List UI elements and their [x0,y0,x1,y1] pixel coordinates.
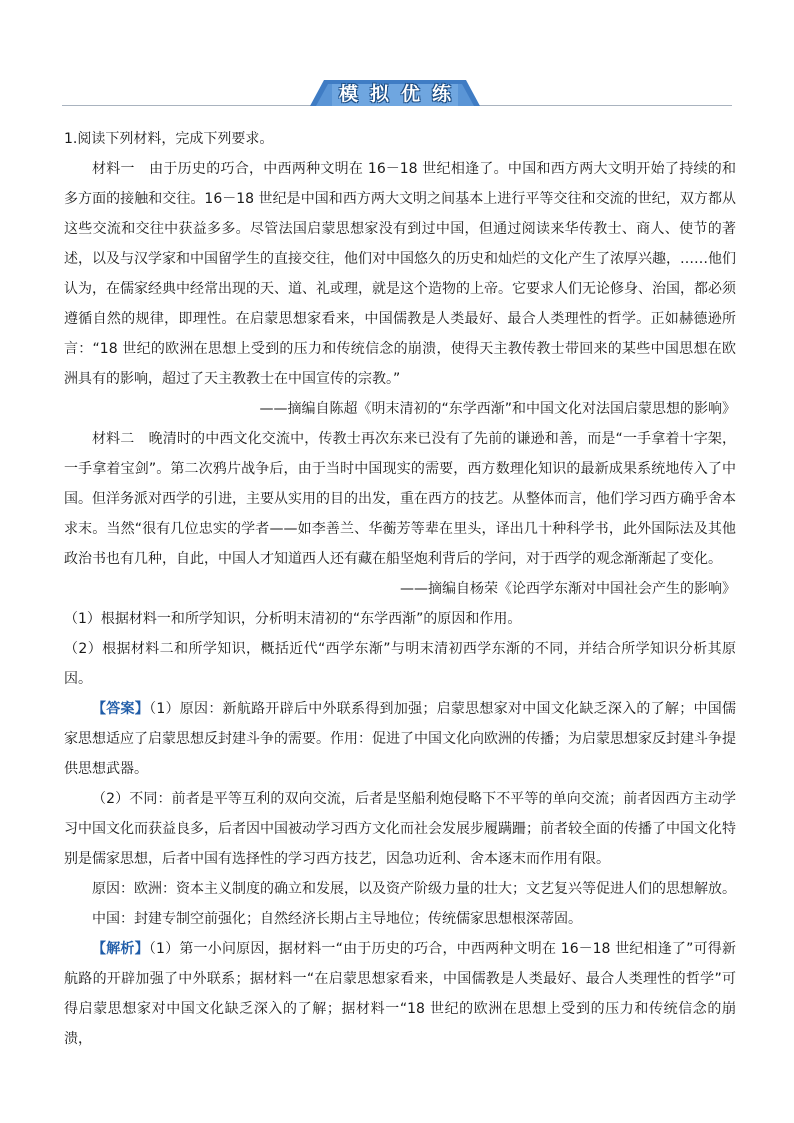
answer-tag: 【答案】 [92,701,150,717]
answer-part-two: （2）不同：前者是平等互利的双向交流，后者是坚船利炮侵略下不平等的单向交流；前者因西方主动学习中国文化而获益良多，后者因中国被动学习西方文化而社会发展步履蹒跚；前者较全面的传播了中国文化特别是儒家思想，后者中国有选择性的学习西方技艺，因急功近利、舍本逐末而作用有限。 [64,791,736,867]
banner-title: 模拟优练 [338,82,463,105]
question-prompt: 1.阅读下列材料，完成下列要求。 [64,131,274,147]
analysis-paragraph [64,934,736,1054]
material-one [64,154,736,394]
answer-reason-europe: 原因：欧洲：资本主义制度的确立和发展，以及资产阶级力量的壮大；文艺复兴等促进人们的思想解放。 [92,881,736,897]
question-content [64,124,736,1054]
material-one-label: 材料一 [92,161,135,177]
material-one-source: ——摘编自陈超《明末清初的“东学西渐”和中国文化对法国启蒙思想的影响》 [259,401,736,417]
analysis-tag: 【解析】 [92,941,149,957]
material-one-text: 由于历史的巧合，中西两种文明在 16－18 世纪相逢了。中国和西方两大文明开始了持续的和多方面的接触和交往。16－18 世纪是中国和西方两大文明之间基本上进行平等交往和交流的世纪，双方都从这些交流和交往中获益多多。尽管法国启蒙思想家没有到过中国，但通过阅读来华传教士、商人、使节的著述，以及与汉学家和中国留学生的直接交往，他们对中国悠久的历史和灿烂的文化产生了浓厚兴趣，……他们认为，在儒家经典中经常出现的天、道、礼或理，就是这个造物的上帝。它要求人们无论修身、治国，都必须遵循自然的规律，即理性。在启蒙思想家看来，中国儒教是人类最好、最合人类理性的哲学。正如赫德逊所言：“18 世纪的欧洲在思想上受到的压力和传统信念的崩溃，使得天主教传教士带回来的某些中国思想在欧洲具有的影响，超过了天主教教士在中国宣传的宗教。” [64,161,737,387]
material-two-source: ——摘编自杨荣《论西学东渐对中国社会产生的影响》 [400,581,736,597]
material-two-text: 晚清时的中西文化交流中，传教士再次东来已没有了先前的谦逊和善，而是“一手拿着十字架，一手拿着宝剑”。第二次鸦片战争后，由于当时中国现实的需要，西方数理化知识的最新成果系统地传入了中国。但洋务派对西学的引进，主要从实用的目的出发，重在西方的技艺。从整体而言，他们学习西方确乎舍本求末。当然“很有几位忠实的学者——如李善兰、华蘅芳等辈在里头，译出几十种科学书，此外国际法及其他政治书也有几种，自此，中国人才知道西人还有藏在船坚炮利背后的学问，对于西学的观念渐渐起了变化。 [64,431,736,567]
sub-question-two: （2）根据材料二和所学知识，概括近代“西学东渐”与明末清初西学东渐的不同，并结合所学知识分析其原因。 [64,641,736,687]
material-two-label: 材料二 [92,431,135,447]
answer-part-one-text: （1）原因：新航路开辟后中外联系得到加强；启蒙思想家对中国文化缺乏深入的了解；中国儒家思想适应了启蒙思想反封建斗争的需要。作用：促进了中国文化向欧洲的传播；为启蒙思想家反封建斗争提供思想武器。 [64,701,737,777]
section-banner [310,76,480,108]
material-two [64,424,736,574]
answer-part-one [64,694,736,784]
answer-reason-china: 中国：封建专制空前强化；自然经济长期占主导地位；传统儒家思想根深蒂固。 [92,911,582,927]
sub-question-one: （1）根据材料一和所学知识，分析明末清初的“东学西渐”的原因和作用。 [64,611,522,627]
section-header [0,0,794,120]
analysis-text: （1）第一小问原因，据材料一“由于历史的巧合，中西两种文明在 16－18 世纪相逢了”可得新航路的开辟加强了中外联系；据材料一“在启蒙思想家看来，中国儒教是人类最好、最合人类理性的哲学”可得启蒙思想家对中国文化缺乏深入的了解；据材料一“18 世纪的欧洲在思想上受到的压力和传统信念的崩溃， [64,941,736,1047]
